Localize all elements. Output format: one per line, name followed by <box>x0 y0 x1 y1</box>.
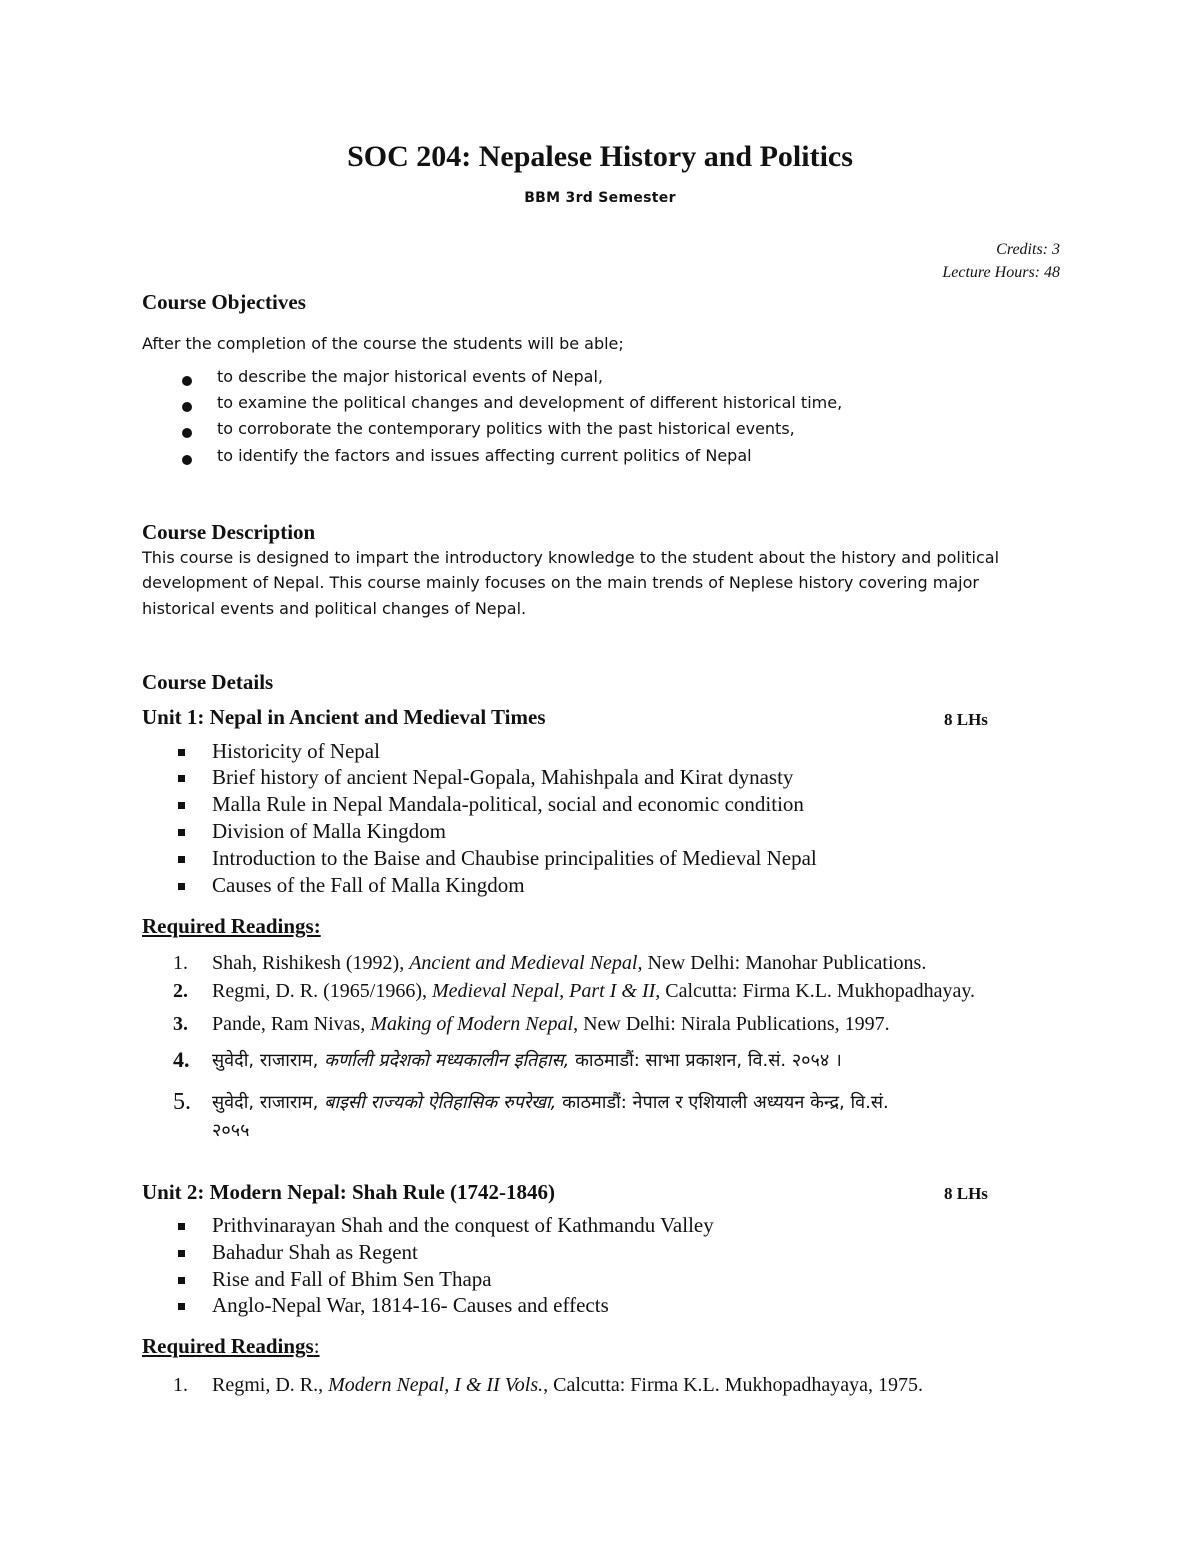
course-meta <box>942 238 1060 284</box>
square-bullet-icon <box>178 1250 185 1257</box>
page-title: SOC 204: Nepalese History and Politics <box>347 140 853 173</box>
square-bullet-icon <box>178 1277 185 1284</box>
square-bullet-icon <box>178 883 185 890</box>
list-item: to describe the major historical events of Nepal, <box>217 367 603 386</box>
reading-number: 4. <box>173 1047 190 1072</box>
reading-author: Regmi, D. R. (1965/1966), <box>212 980 432 1002</box>
reading-author: Shah, Rishikesh (1992), <box>212 952 410 974</box>
square-bullet-icon <box>178 802 185 809</box>
reading-publisher: काठमाडौं: साभा प्रकाशन, वि.सं. २०५४ । <box>569 1050 842 1071</box>
description-line: This course is designed to impart the introductory knowledge to the student about the history and political <box>142 548 1000 567</box>
page-subtitle: BBM 3rd Semester <box>524 190 676 206</box>
square-bullet-icon <box>178 829 185 836</box>
topic-item: Prithvinarayan Shah and the conquest of Kathmandu Valley <box>212 1213 714 1237</box>
unit2-readings-heading <box>142 1334 320 1359</box>
reading-author: सुवेदी, राजाराम, <box>212 1050 325 1071</box>
list-item: to corroborate the contemporary politics with the past historical events, <box>217 419 795 438</box>
bullet-icon <box>182 402 192 412</box>
reading-number: 5. <box>173 1089 191 1115</box>
unit2-title: Unit 2: Modern Nepal: Shah Rule (1742-1846) <box>142 1180 555 1204</box>
reading-item <box>212 1374 923 1397</box>
reading-item-continued: २०५५ <box>212 1120 250 1141</box>
bullet-icon <box>182 455 192 465</box>
reading-item <box>212 1048 842 1072</box>
unit1-hours: 8 LHs <box>944 710 988 729</box>
objectives-heading: Course Objectives <box>142 290 306 314</box>
reading-title: Ancient and Medieval Nepal, <box>409 952 643 974</box>
description-heading: Course Description <box>142 520 316 544</box>
unit1-title: Unit 1: Nepal in Ancient and Medieval Times <box>142 705 546 729</box>
reading-item <box>212 1013 890 1036</box>
description-line: development of Nepal. This course mainly focuses on the main trends of Neplese history covering major <box>142 573 979 592</box>
topic-item: Historicity of Nepal <box>212 739 380 763</box>
list-item: to examine the political changes and development of different historical time, <box>217 393 843 412</box>
reading-number: 2. <box>173 980 188 1002</box>
bullet-icon <box>182 376 192 386</box>
topic-item: Introduction to the Baise and Chaubise principalities of Medieval Nepal <box>212 846 817 870</box>
reading-publisher: Calcutta: Firma K.L. Mukhopadhayay. <box>660 980 976 1002</box>
reading-publisher: , New Delhi: Nirala Publications, 1997. <box>573 1013 890 1035</box>
credits-label: Credits: 3 <box>996 241 1060 258</box>
reading-publisher: New Delhi: Manohar Publications. <box>642 952 927 974</box>
lecture-hours-label: Lecture Hours: 48 <box>942 264 1060 281</box>
bullet-icon <box>182 428 192 438</box>
reading-title: Modern Nepal, I & II Vols. <box>328 1374 544 1396</box>
square-bullet-icon <box>178 775 185 782</box>
topic-item: Bahadur Shah as Regent <box>212 1240 418 1264</box>
reading-item <box>212 1090 889 1114</box>
square-bullet-icon <box>178 749 185 756</box>
unit1-readings-heading: Required Readings: <box>142 914 321 938</box>
reading-author: Regmi, D. R., <box>212 1374 329 1396</box>
square-bullet-icon <box>178 1223 185 1230</box>
objectives-intro: After the completion of the course the students will be able; <box>142 334 624 353</box>
reading-number: 1. <box>173 952 188 974</box>
reading-title: Medieval Nepal, Part I & II, <box>432 980 661 1002</box>
details-heading: Course Details <box>142 670 274 694</box>
topic-item: Malla Rule in Nepal Mandala-political, social and economic condition <box>212 792 804 816</box>
readings-heading-text: Required Readings <box>142 1334 314 1358</box>
square-bullet-icon <box>178 1303 185 1310</box>
reading-item <box>212 952 926 975</box>
topic-item: Anglo-Nepal War, 1814-16- Causes and effects <box>212 1293 609 1317</box>
unit2-hours: 8 LHs <box>944 1184 988 1203</box>
topic-item: Causes of the Fall of Malla Kingdom <box>212 873 525 897</box>
list-item: to identify the factors and issues affecting current politics of Nepal <box>217 446 752 465</box>
description-line: historical events and political changes of Nepal. <box>142 599 527 618</box>
reading-author: सुवेदी, राजाराम, <box>212 1092 325 1113</box>
topic-item: Rise and Fall of Bhim Sen Thapa <box>212 1267 492 1291</box>
readings-heading-colon: : <box>313 1334 320 1358</box>
reading-number: 3. <box>173 1013 188 1035</box>
topic-item: Division of Malla Kingdom <box>212 819 446 843</box>
reading-number: 1. <box>173 1374 188 1396</box>
reading-item <box>212 980 975 1003</box>
reading-publisher: , Calcutta: Firma K.L. Mukhopadhayaya, 1975. <box>543 1374 924 1396</box>
reading-title: कर्णाली प्रदेशको मध्यकालीन इतिहास, <box>324 1050 570 1071</box>
reading-title: बाइसी राज्यको ऐतिहासिक रुपरेखा, <box>324 1092 557 1113</box>
reading-publisher: काठमाडौं: नेपाल र एशियाली अध्ययन केन्द्र, वि.सं. <box>556 1092 889 1113</box>
reading-title: Making of Modern Nepal <box>370 1013 574 1035</box>
reading-author: Pande, Ram Nivas, <box>212 1013 371 1035</box>
topic-item: Brief history of ancient Nepal-Gopala, Mahishpala and Kirat dynasty <box>212 765 794 789</box>
square-bullet-icon <box>178 856 185 863</box>
